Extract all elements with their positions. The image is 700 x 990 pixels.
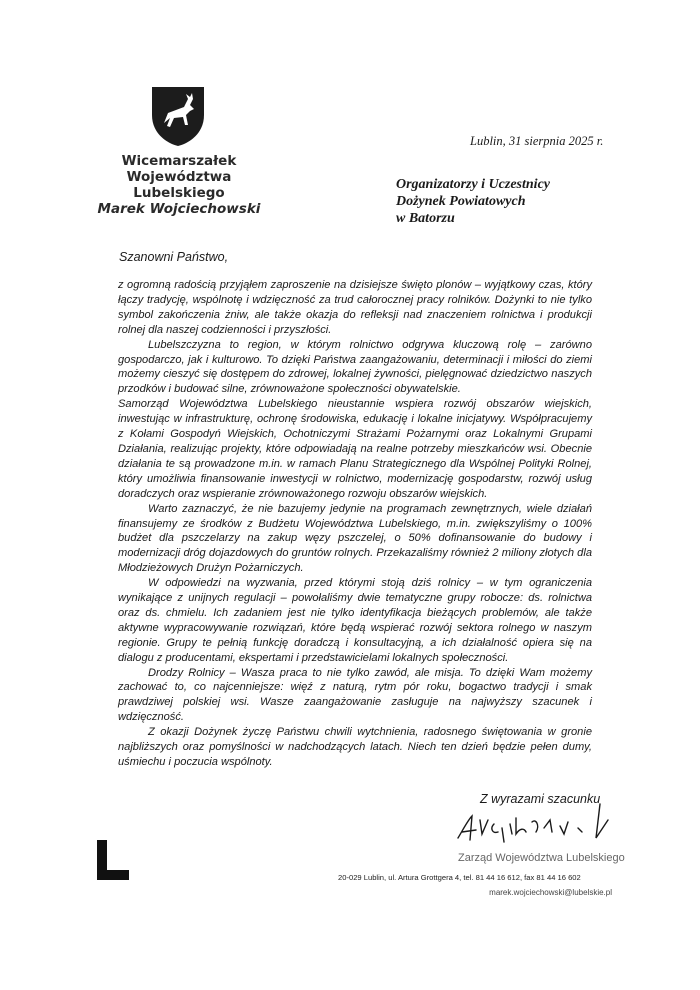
body-paragraph: Z okazji Dożynek życzę Państwu chwili wytchnienia, radosnego świętowania w gronie najbliższych oraz pomyślności w nadchodzących latach. Niech ten dzień będzie pełen dumy, uśmiechu i poczucia wspólnoty. [118,726,592,768]
sender-block [88,153,270,217]
body-paragraph: Drodzy Rolnicy – Wasza praca to nie tylko zawód, ale misja. To dzięki Wam możemy zachować to, co najcenniejsze: więź z naturą, rytm pór roku, bogactwo tradycji i smak prawdziwej polskiej wsi. Wasze zaangażowanie zasługuje na najwyższy szacunek i wdzięczność. [118,666,592,724]
lubelskie-logo-icon [95,840,129,880]
coat-of-arms-icon [150,85,206,147]
sender-name: Marek Wojciechowski [97,201,261,217]
closing-phrase: Z wyrazami szacunku [480,792,601,806]
salutation: Szanowni Państwo, [119,250,229,264]
body-paragraph: W odpowiedzi na wyzwania, przed którymi stoją dziś rolnicy – w tym ograniczenia wynikające z unijnych regulacji – powołaliśmy dwie tematyczne grupy robocze: ds. rolnictwa oraz ds. chmielu. Ich zadaniem jest nie tylko identyfikacja bieżących problemów, ale także aktywne wypracowywanie rozwiązań, które będą wspierać rozwój sektora rolnego w naszym regionie. Grupy te pełnią funkcję doradczą i konsultacyjną, a ich działalność opiera się na dialogu z producentami, ekspertami i przedstawicielami lokalnych społeczności. [118,577,592,664]
sender-title: Wicemarszałek [121,153,237,169]
footer-email: marek.wojciechowski@lubelskie.pl [489,888,612,897]
recipient-line-2: Dożynek Powiatowych [396,194,526,209]
signer-name: Zarząd Województwa Lubelskiego [458,852,625,864]
body-paragraph: Lubelszczyzna to region, w którym rolnictwo odgrywa kluczową rolę – zarówno gospodarczo, jak i kulturowo. To dzięki Państwa zaangażowaniu, determinacji i miłości do ziemi możemy cieszyć się dostępem do zdrowej, lokalnej żywności, pielęgnować dziedzictwo naszych przodków i budować silne, zrównoważone społeczności obywatelskie. [118,338,592,396]
sender-institution: Województwa Lubelskiego [126,169,232,201]
recipient-line-1: Organizatorzy i Uczestnicy [396,177,550,192]
body-paragraph: Samorząd Województwa Lubelskiego nieustannie wspiera rozwój obszarów wiejskich, inwestując w infrastrukturę, ochronę środowiska, edukację i lokalne inicjatywy. Współpracujemy z Kołami Gospodyń Wiejskich, Ochotniczymi Strażami Pożarnymi oraz Lokalnymi Grupami Działania, realizując projekty, które odpowiadają na realne potrzeby mieszkańców wsi. Obecnie działania te są prowadzone m.in. w ramach Planu Strategicznego dla Wspólnej Polityki Rolnej, który umożliwia finansowanie inwestycji w rolnictwo, modernizację gospodarstw, rozwój usług doradczych oraz wspieranie zrównoważonego rozwoju obszarów wiejskich. [118,398,592,500]
recipient-block [396,176,550,227]
letter-body [118,278,592,770]
body-paragraph: Warto zaznaczyć, że nie bazujemy jedynie na programach zewnętrznych, wiele działań finansujemy ze środków z Budżetu Województwa Lubelskiego, m.in. zwiększyliśmy o 100% budżet dla pszczelarzy na zakup węzy pszczelej, o 50% dofinansowanie do budowy i modernizacji dróg dojazdowych do gruntów rolnych. Przekazaliśmy również 2 miliony złotych dla Młodzieżowych Drużyn Pożarniczych. [118,502,592,575]
handwritten-signature [450,798,635,853]
letter-date: Lublin, 31 sierpnia 2025 r. [470,134,604,148]
footer-address: 20-029 Lublin, ul. Artura Grottgera 4, tel. 81 44 16 612, fax 81 44 16 602 [338,873,581,882]
recipient-line-3: w Batorzu [396,211,455,226]
body-paragraph: z ogromną radością przyjąłem zaproszenie na dzisiejsze święto plonów – wyjątkowy czas, który łączy tradycję, wspólnotę i wdzięczność za trud całorocznej pracy rolników. Dożynki to nie tylko symbol zakończenia żniw, ale także okazja do refleksji nad znaczeniem rolnictwa i produkcji rolnej dla naszej codzienności i przyszłości. [118,279,592,336]
